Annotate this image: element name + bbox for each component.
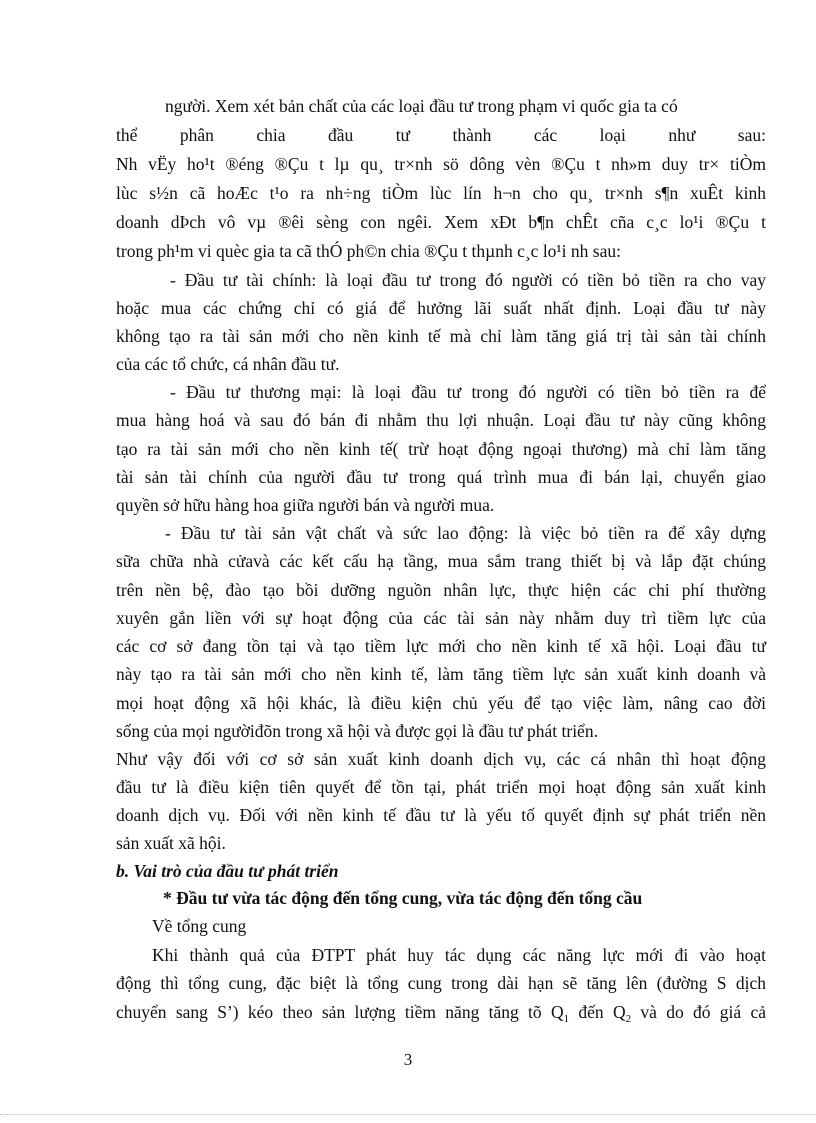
- paragraph-line: mọi hoạt động xã hội khác, là điều kiện chủ yếu để tạo việc làm, nâng cao đời: [116, 693, 766, 713]
- paragraph-line: lùc s½n cã hoÆc t¹o ra nh÷ng tiÒm lùc lín h¬n cho qu¸ tr×nh s¶n xuÊt kinh: [116, 183, 766, 203]
- paragraph-line: không tạo ra tài sản mới cho nền kinh tế mà chỉ làm tăng giá trị tài sản tài chính: [116, 326, 766, 346]
- bullet-line: - Đầu tư tài sản vật chất và sức lao động: là việc bỏ tiền ra để xây dựng: [165, 523, 766, 543]
- section-heading: b. Vai trò của đầu tư phát triển: [116, 861, 339, 881]
- page-bottom-border: [0, 1114, 816, 1115]
- page-number: 3: [403, 1050, 413, 1069]
- paragraph-line: người. Xem xét bản chất của các loại đầu tư trong phạm vi quốc gia ta có: [165, 96, 678, 116]
- paragraph-line: doanh dịch vụ. Đối với nền kinh tế đầu tư là yếu tố quyết định sự phát triển nền: [116, 805, 766, 825]
- tong-cung-label: Về tổng cung: [152, 916, 247, 936]
- paragraph-line: Như vậy đối với cơ sở sản xuất kinh doanh dịch vụ, các cá nhân thì hoạt động: [116, 749, 766, 769]
- paragraph-line: Khi thành quả của ĐTPT phát huy tác dụng các năng lực mới đi vào hoạt: [152, 945, 766, 965]
- paragraph-line: đầu tư là điều kiện tiên quyết để tồn tại, phát triển mọi hoạt động sản xuất kinh: [116, 777, 766, 797]
- paragraph-line: quyền sở hữu hàng hoa giữa người bán và người mua.: [116, 495, 495, 515]
- bullet-line: - Đầu tư tài chính: là loại đầu tư trong đó người có tiền bỏ tiền ra cho vay: [170, 270, 766, 290]
- paragraph-line: mua hàng hoá và sau đó bán đi nhằm thu lợi nhuận. Loại đầu tư này cũng không: [116, 410, 766, 430]
- paragraph-line: này tạo ra tài sản mới cho nền kinh tế, làm tăng tiềm lực sản xuất kinh doanh và: [116, 664, 766, 684]
- paragraph-line: sản xuất xã hội.: [116, 833, 226, 853]
- paragraph-line: tài sản tài chính của người đầu tư trong quá trình mua đi bán lại, chuyển giao: [116, 467, 766, 487]
- paragraph-line: xuyên gắn liền với sự hoạt động của các tài sản này nhằm duy trì tiềm lực của: [116, 608, 766, 628]
- paragraph-line: Nh vËy ho¹t ®éng ®Çu t lµ qu¸ tr×nh sö dông vèn ®Çu t nh»m duy tr× tiÒm: [116, 154, 766, 174]
- paragraph-line: tạo ra tài sản mới cho nền kinh tế( trừ hoạt động ngoại thương) mà chỉ làm tăng: [116, 439, 766, 459]
- paragraph-line: trong ph¹m vi quèc gia ta cã thÓ ph©n chia ®Çu t thµnh c¸c lo¹i nh sau:: [116, 241, 621, 261]
- paragraph-line: động thì tổng cung, đặc biệt là tổng cung trong dài hạn sẽ tăng lên (đường S dịch: [116, 973, 766, 993]
- paragraph-line: sữa chữa nhà cửavà các kết cấu hạ tầng, mua sắm trang thiết bị và lắp đặt chúng: [116, 551, 766, 571]
- paragraph-line: các cơ sở đang tồn tại và tạo tiềm lực mới cho nền kinh tế xã hội. Loại đầu tư: [116, 636, 766, 656]
- sub-heading: * Đầu tư vừa tác động đến tổng cung, vừa tác động đến tổng cầu: [163, 888, 643, 908]
- paragraph-line: sống của mọi ngườiđõn trong xã hội và được gọi là đầu tư phát triển.: [116, 721, 598, 741]
- paragraph-line: doanh dÞch vô vµ ®êi sèng con ngêi. Xem xÐt b¶n chÊt cña c¸c lo¹i ®Çu t: [116, 212, 766, 232]
- paragraph-line: của các tổ chức, cá nhân đầu tư.: [116, 354, 340, 374]
- paragraph-line: thể phân chia đầu tư thành các loại như sau:: [116, 125, 766, 145]
- bullet-line: - Đầu tư thương mại: là loại đầu tư trong đó người có tiền bỏ tiền ra để: [170, 382, 766, 402]
- paragraph-line: trên nền bệ, đào tạo bồi dưỡng nguồn nhân lực, thực hiện các chi phí thường: [116, 580, 766, 600]
- paragraph-line-with-subscripts: chuyển sang S’) kéo theo sản lượng tiềm năng tăng tõ $Q_1$ đến $Q_2$ và do đó giá cả: [116, 1002, 767, 1025]
- paragraph-line: hoặc mua các chứng chỉ có giá để hưởng lãi suất nhất định. Loại đầu tư này: [116, 298, 766, 318]
